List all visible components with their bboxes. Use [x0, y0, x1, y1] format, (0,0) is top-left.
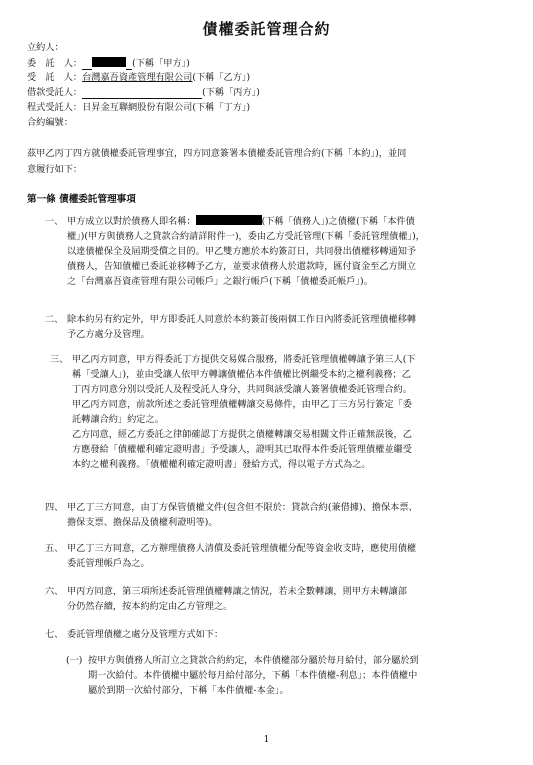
party-a-line [27, 57, 190, 70]
party-a-label: 委 託 人： [27, 58, 83, 69]
clause-line: 按甲方與債務人所訂立之貸款合約約定，本件債權部分屬於每月給付，部分屬於到 [88, 655, 419, 666]
clause-line: 擔保支票、擔保品及債權利證明等)。 [67, 517, 218, 528]
party-c-blank [82, 88, 202, 99]
clause-line-text: (下稱「債務人」)之債權(下稱「本件債 [261, 216, 415, 227]
preamble-line: 意履行如下： [27, 164, 83, 175]
clause-number: 三、 [50, 354, 69, 365]
clause-number: 四、 [45, 502, 64, 513]
clause-number: 六、 [45, 586, 64, 597]
document-title: 債權委託管理合約 [202, 20, 331, 38]
party-d-line: 程式受託人：日昇金互聯網股份有限公司(下稱「丁方」) [27, 102, 251, 113]
party-b-label: 受 託 人： [27, 72, 83, 83]
debtor-name-redaction [196, 215, 262, 225]
party-a-blank-left [82, 59, 92, 70]
clause-line: 甲乙丙方同意，甲方得委託丁方提供交易媒合服務，將委託管理債權轉讓予第三人(下 [72, 354, 416, 365]
clause-line: 乙方同意，經乙方委託之律師確認丁方提供之債權轉讓交易相關文件正確無誤後，乙 [72, 429, 412, 440]
clause-line: 期一次給付。本件債權中屬於每月給付部分，下稱「本件債權-利息」；本件債權中 [88, 670, 418, 681]
party-c-designation: (下稱「丙方」) [202, 87, 260, 98]
parties-intro: 立約人： [27, 42, 64, 53]
party-b-designation: (下稱「乙方」) [192, 72, 251, 83]
clause-line: 甲丙方同意，第三項所述委託管理債權轉讓之情況，若未全數轉讓，則甲方未轉讓部 [67, 586, 407, 597]
clause-line: 委託管理債權之處分及管理方式如下： [67, 629, 224, 640]
preamble [27, 146, 507, 178]
clause-line: 本約之權利義務。「債權權利確定證明書」發給方式，得以電子方式為之。 [72, 459, 371, 470]
clause-number: 七、 [45, 629, 64, 640]
preamble-line: 茲甲乙丙丁四方就債權委託管理事宜，四方同意簽署本債權委託管理合約(下稱「本約」)，並同 [27, 148, 407, 159]
party-c-label: 借款受託人： [27, 87, 83, 98]
subclause-number: (一) [66, 655, 83, 666]
clause-number: 二、 [45, 314, 64, 325]
clause-line: 之「台灣嘉吾資產管理有限公司帳戶」之銀行帳戶(下稱「債權委託帳戶」)。 [67, 276, 373, 287]
clause-line: 甲乙丁三方同意，乙方辦理債務人清償及委託管理債權分配等資金收支時，應使用債權 [67, 543, 417, 554]
clause-line: 予乙方處分及管理。 [67, 329, 150, 340]
section-heading: 第一條 債權委託管理事項 [27, 194, 136, 205]
clause-line: 分仍然存續，按本約約定由乙方管理之。 [67, 601, 233, 612]
clause-line: 債務人，告知債權已委託並移轉予乙方，並要求債務人於還款時，匯付資金至乙方開立 [67, 261, 417, 272]
party-a-designation: (下稱「甲方」) [132, 58, 190, 69]
clause-line-text: 甲方成立以對於債務人即名稱： [67, 216, 196, 227]
clause-number: 五、 [45, 543, 64, 554]
clause-line: 以達債權保全及屆期受償之目的。甲乙雙方應於本約簽訂日，共同發出債權移轉通知予 [67, 246, 417, 257]
clause-line [67, 214, 425, 229]
page-number: 1 [263, 735, 270, 745]
clause-line: 丁丙方同意分別以受託人及程受託人身分，共同與該受讓人簽署債權委託管理合約。 [72, 384, 412, 395]
party-b-line [27, 72, 250, 84]
clause-line: 方應發給「債權權利確定證明書」予受讓人，證明其已取得本件委託管理債權並繼受 [72, 444, 412, 455]
clause-line: 屬於到期一次給付部分，下稱「本件債權-本金」。 [88, 685, 289, 696]
party-b-name: 台灣嘉吾資產管理有限公司 [82, 72, 193, 83]
clause-line: 託轉讓合約」約定之。 [72, 414, 164, 425]
clause-line: 甲乙丁三方同意，由丁方保管債權文件(包含但不限於：貸款合約(兼借據)、擔保本票、 [67, 502, 418, 513]
clause-line: 權」)(甲方與債務人之貸款合約請詳附件一)，委由乙方受託管理(下稱「委託管理債權」)， [67, 231, 425, 242]
party-a-redaction [92, 57, 126, 67]
party-c-line [27, 87, 260, 99]
clause-line: 委託管理帳戶為之。 [67, 558, 150, 569]
clause-line: 稱「受讓人」)，並由受讓人依甲方轉讓債權佔本件債權比例繼受本約之權利義務；乙 [72, 369, 411, 380]
contract-number-label: 合約編號： [27, 117, 73, 128]
clause-line: 除本約另有約定外，甲方即委託人同意於本約簽訂後兩個工作日內將委託管理債權移轉 [67, 314, 417, 325]
clause-number: 一、 [45, 216, 64, 227]
clause-line: 甲乙丙方同意，前款所述之委託管理債權轉讓交易條件，由甲乙丁三方另行簽定「委 [72, 399, 412, 410]
